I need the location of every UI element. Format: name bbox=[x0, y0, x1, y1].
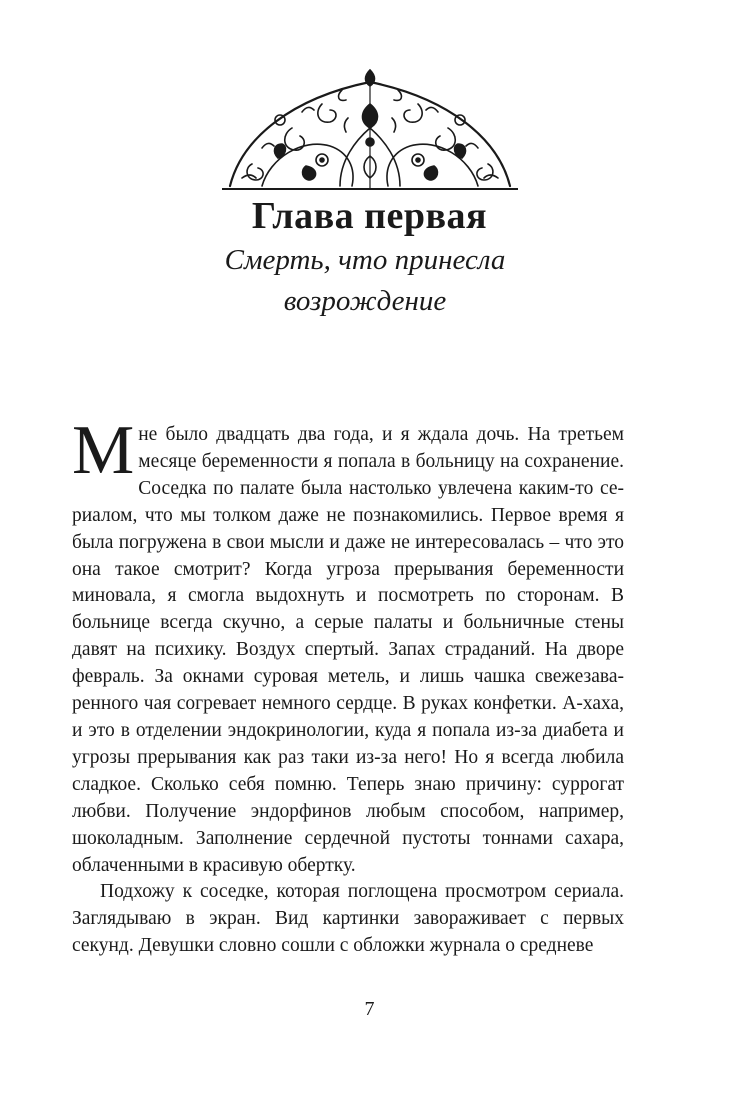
chapter-subtitle: Смерть, что принесла возрождение bbox=[224, 244, 506, 317]
floral-ornament-icon bbox=[222, 68, 518, 192]
paragraph bbox=[72, 412, 624, 879]
paragraph: Подхожу к соседке, которая поглощена просмотром сериала. Заглядываю в экран. Вид картинки завораживает с первых секунд. Девушки словно сошли с обложки журнала о средневе bbox=[72, 881, 624, 957]
page-number: 7 bbox=[364, 998, 375, 1020]
paragraph-text: не было двадцать два года, и я ждала дочь. На третьем месяце беременности я попала в больницу на сохранение. Соседка по палате была настолько увлечена каким-то сериалом, что мы толком даже не познакомились. Первое время я была погружена в свои мысли и даже не интересовалась – что это она такое смотрит? Когда угроза прерывания беременности миновала, я смогла выдохнуть и посмотреть по сторонам. В больнице всегда скучно, а серые палаты и больничные стены давят на психику. Воздух спертый. Запах страданий. На дворе февраль. За окнами суровая метель, и лишь чашка свежезаваренного чая согревает немного сердце. В руках конфетки. А-хаха, и это в отделении эндокринологии, куда я попала из-за диабета и угрозы прерывания как раз таки из-за него! Но я всегда любила сладкое. Сколько себя помню. Теперь знаю причину: суррогат любви. Получение эндорфинов любым способом, например, шоколадным. Заполнение сердечной пустоты тоннами сахара, облаченными в красивую обертку. bbox=[72, 424, 624, 876]
drop-cap: М bbox=[72, 412, 135, 489]
chapter-title: Глава первая bbox=[251, 195, 488, 237]
body-text bbox=[72, 412, 624, 960]
